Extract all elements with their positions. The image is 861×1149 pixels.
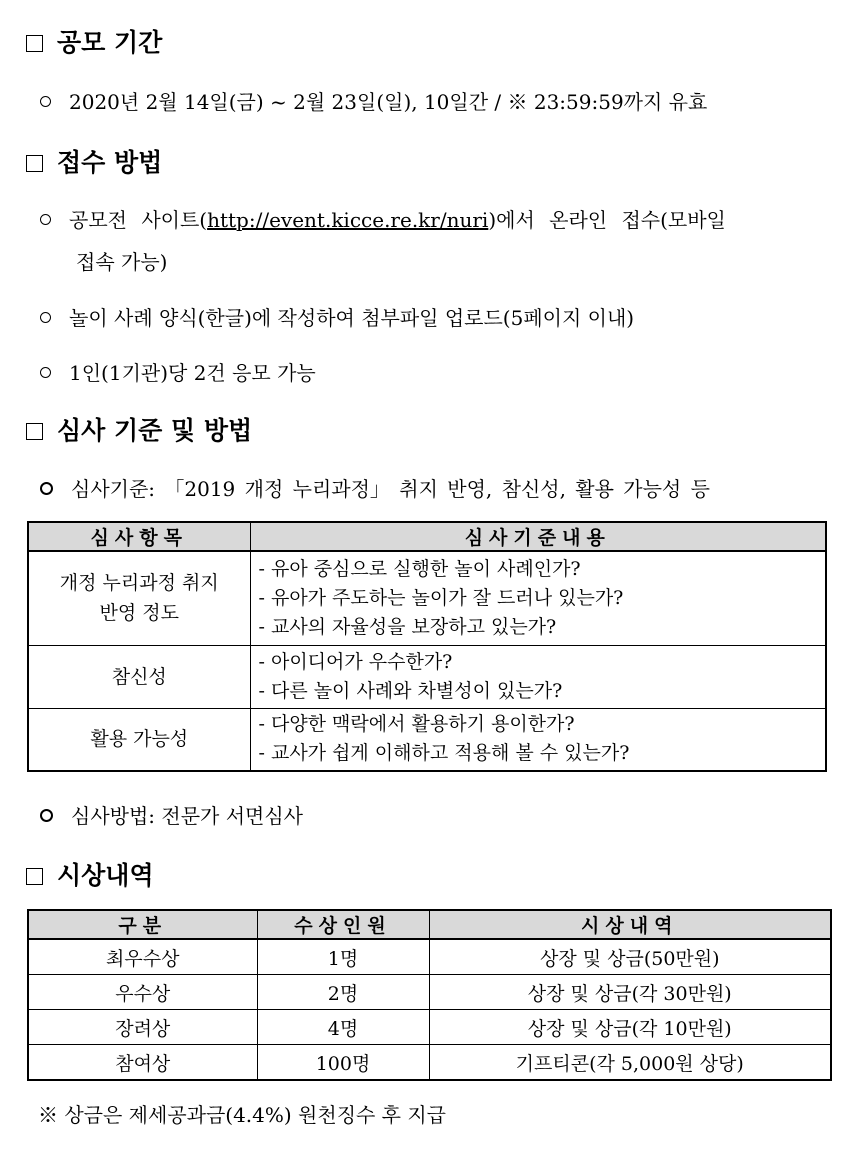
checkbox-square-icon	[26, 423, 43, 440]
criteria-table-header	[28, 522, 826, 551]
award-prize: 기프티콘(각 5,000원 상당)	[429, 1045, 831, 1081]
method-item-1-suffix: )에서 온라인 접수(모바일	[488, 208, 726, 232]
heading-text: 접수 방법	[57, 148, 163, 177]
checkbox-square-icon	[26, 868, 43, 885]
circle-bullet-icon	[40, 96, 51, 107]
criteria-method-text: 심사방법: 전문가 서면심사	[71, 804, 303, 828]
period-text: 2020년 2월 14일(금) ~ 2월 23일(일), 10일간 / ※ 23:59:59까지 유효	[69, 90, 708, 114]
checkbox-square-icon	[26, 35, 43, 52]
circle-bullet-icon	[40, 482, 53, 495]
circle-bullet-icon	[40, 809, 53, 822]
method-item-2-text: 놀이 사례 양식(한글)에 작성하여 첨부파일 업로드(5페이지 이내)	[69, 306, 635, 330]
award-name: 장려상	[28, 1010, 257, 1045]
award-prize: 상장 및 상금(각 30만원)	[429, 975, 831, 1010]
heading-text: 공모 기간	[57, 28, 163, 57]
category-cell: 참신성	[28, 645, 250, 708]
award-count: 100명	[257, 1045, 429, 1081]
criteria-line: - 아이디어가 우수한가?	[258, 650, 453, 673]
award-prize: 상장 및 상금(각 10만원)	[429, 1010, 831, 1045]
category-line: 반영 정도	[99, 602, 179, 625]
criteria-line: - 유아가 주도하는 놀이가 잘 드러나 있는가?	[258, 586, 624, 609]
checkbox-square-icon	[26, 155, 43, 172]
header-criteria: 심사기준내용	[250, 522, 826, 551]
heading-text: 시상내역	[57, 861, 154, 890]
heading-text: 심사 기준 및 방법	[57, 416, 253, 445]
header-category: 심사항목	[28, 522, 250, 551]
criteria-line: - 유아 중심으로 실행한 놀이 사례인가?	[258, 557, 581, 580]
table-row	[28, 939, 831, 975]
period-item	[40, 88, 707, 116]
circle-bullet-icon	[40, 312, 51, 323]
section-heading-criteria	[26, 416, 252, 446]
award-name: 참여상	[28, 1045, 257, 1081]
criteria-line: - 교사가 쉽게 이해하고 적용해 볼 수 있는가?	[258, 742, 630, 765]
award-prize: 상장 및 상금(50만원)	[429, 939, 831, 975]
awards-note: ※ 상금은 제세공과금(4.4%) 원천징수 후 지급	[38, 1103, 447, 1127]
contest-site-link[interactable]: http://event.kicce.re.kr/nuri	[207, 208, 489, 232]
table-row	[28, 1045, 831, 1081]
category-cell	[28, 551, 250, 645]
category-line: 개정 누리과정 취지	[59, 572, 219, 595]
criteria-cell	[250, 551, 826, 645]
award-name: 우수상	[28, 975, 257, 1010]
method-item-3-text: 1인(1기관)당 2건 응모 가능	[69, 361, 316, 385]
criteria-line: - 교사의 자율성을 보장하고 있는가?	[258, 615, 557, 638]
award-count: 4명	[257, 1010, 429, 1045]
table-row	[28, 1010, 831, 1045]
criteria-line: - 다른 놀이 사례와 차별성이 있는가?	[258, 679, 563, 702]
criteria-method	[40, 802, 303, 830]
header-winners: 수상인원	[257, 910, 429, 939]
awards-table-header	[28, 910, 831, 939]
criteria-cell	[250, 645, 826, 708]
category-cell: 활용 가능성	[28, 708, 250, 771]
header-prize: 시상내역	[429, 910, 831, 939]
criteria-line: - 다양한 맥락에서 활용하기 용이한가?	[258, 713, 575, 736]
table-row	[28, 645, 826, 708]
header-division: 구분	[28, 910, 257, 939]
table-row	[28, 551, 826, 645]
method-item-3	[40, 359, 316, 387]
section-heading-awards	[26, 861, 154, 891]
award-count: 2명	[257, 975, 429, 1010]
section-heading-method	[26, 148, 162, 178]
criteria-standard	[40, 475, 710, 503]
method-item-1-prefix: 공모전 사이트(	[69, 208, 208, 232]
circle-bullet-icon	[40, 367, 51, 378]
awards-table	[27, 909, 832, 1081]
method-item-1-continuation: 접속 가능)	[76, 250, 168, 274]
award-name: 최우수상	[28, 939, 257, 975]
table-row	[28, 975, 831, 1010]
method-item-1	[40, 206, 726, 234]
criteria-table	[27, 521, 827, 772]
criteria-standard-text: 심사기준: 「2019 개정 누리과정」 취지 반영, 참신성, 활용 가능성 등	[71, 477, 710, 501]
award-count: 1명	[257, 939, 429, 975]
criteria-cell	[250, 708, 826, 771]
method-item-2	[40, 304, 634, 332]
circle-bullet-icon	[40, 214, 51, 225]
table-row	[28, 708, 826, 771]
section-heading-period	[26, 28, 162, 58]
